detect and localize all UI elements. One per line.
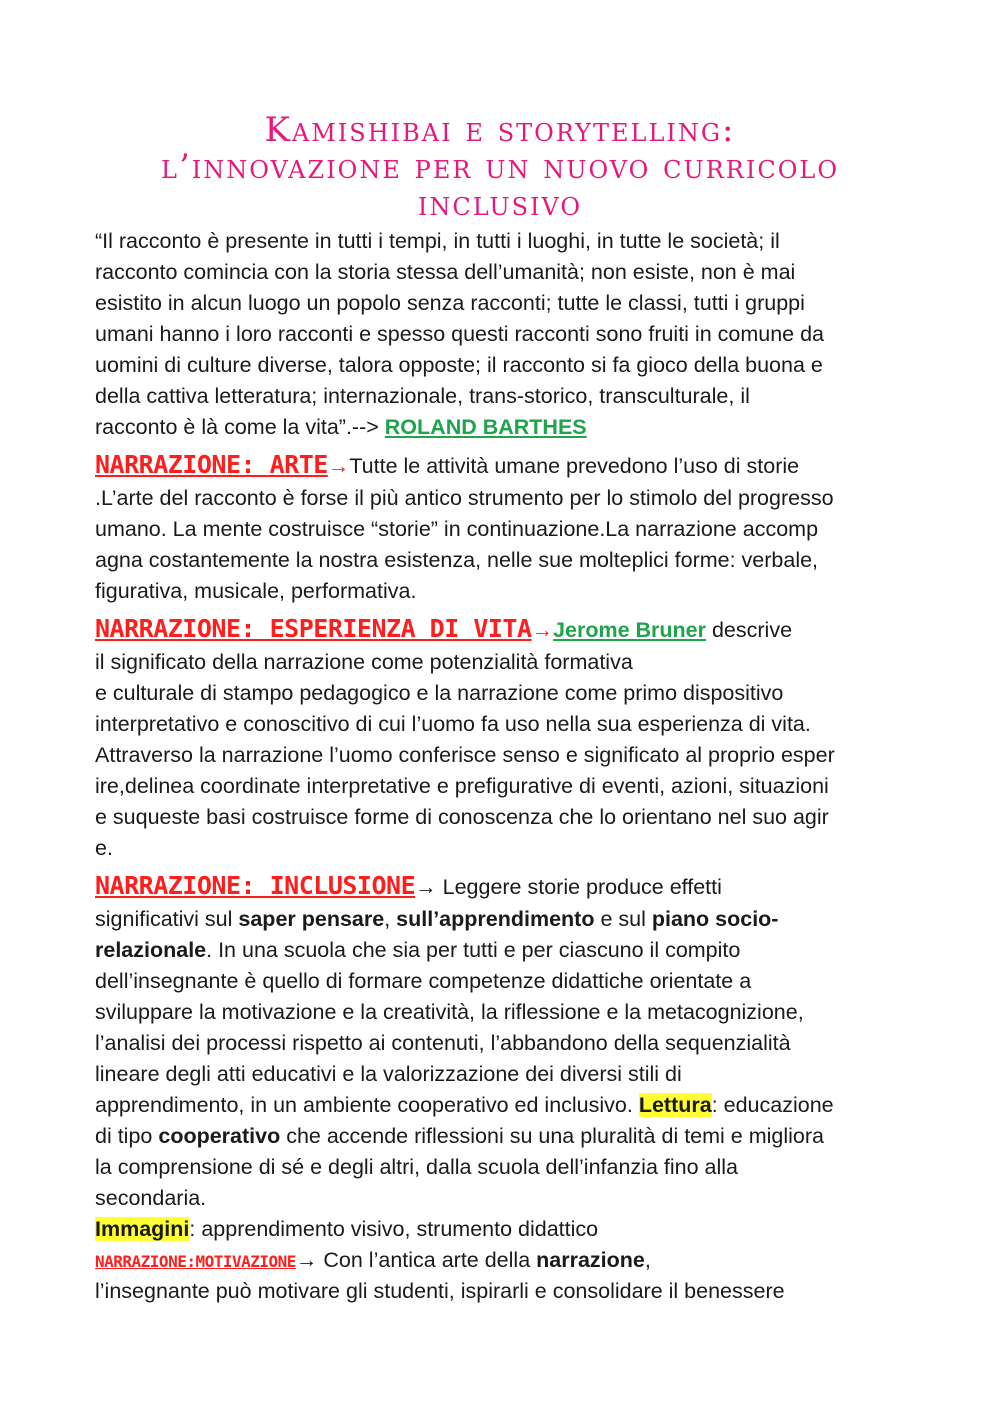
quote-line: esistito in alcun luogo un popolo senza racconti; tutte le classi, tutti i gruppi xyxy=(95,291,805,315)
paragraph-line: lineare degli atti educativi e la valorizzazione dei diversi stili di xyxy=(95,1062,682,1086)
arrow-icon: → xyxy=(327,454,350,478)
highlight-immagini: Immagini xyxy=(95,1217,190,1241)
paragraph-line: figurativa, musicale, performativa. xyxy=(95,579,417,603)
title-line-3: inclusivo xyxy=(417,184,583,224)
section-inclusione: NARRAZIONE: INCLUSIONE→ Leggere storie produce effetti significativi sul saper pensare, sull’apprendimento e sul piano socio- relazionale. In una scuola che sia per tutti e per ciascuno il compito dell’insegnante è quello di formare competenze didattiche orientate a sviluppare la motivazione e la creatività, la riflessione e la metacognizione, l’analisi dei processi rispetto ai contenuti, l’abbandono della sequenzialità lineare degli atti educativi e la valorizzazione dei diversi stili di apprendimento, in un ambiente cooperativo ed inclusivo. Lettura: educazione di tipo cooperativo che accende riflessioni su una pluralità di temi e migliora la comprensione di sé e degli altri, dalla scuola dell’infanzia fino alla secondaria. Immagini: apprendimento visivo, strumento didattico xyxy=(95,868,915,1245)
arrow-icon: → xyxy=(295,1248,318,1272)
paragraph-line: Immagini: apprendimento visivo, strumento didattico xyxy=(95,1217,599,1241)
heading-inclusione: NARRAZIONE: INCLUSIONE xyxy=(95,871,416,900)
paragraph-line: e culturale di stampo pedagogico e la narrazione come primo dispositivo xyxy=(95,681,784,705)
quote-line: racconto comincia con la storia stessa dell’umanità; non esiste, non è mai xyxy=(95,260,796,284)
paragraph-line: l’analisi dei processi rispetto ai contenuti, l’abbandono della sequenzialità xyxy=(95,1031,791,1055)
quote-line: della cattiva letteratura; internazionale, trans-storico, transculturale, il xyxy=(95,384,750,408)
quote-line: “Il racconto è presente in tutti i tempi, in tutti i luoghi, in tutte le società; il xyxy=(95,229,780,253)
quote-line: racconto è là come la vita”.--> ROLAND BARTHES xyxy=(95,415,587,439)
arrow-icon: → xyxy=(531,618,554,642)
paragraph-line: Attraverso la narrazione l’uomo conferisce senso e significato al proprio esper xyxy=(95,743,835,767)
barthes-quote xyxy=(95,226,915,443)
title-line-1: Kamishibai e storytelling: xyxy=(264,110,736,150)
arrow-icon: → xyxy=(415,875,437,899)
heading-motivazione: NARRAZIONE:MOTIVAZIONE xyxy=(95,1252,296,1271)
bruner-author: Jerome Bruner xyxy=(553,618,706,642)
paragraph-line: .L’arte del racconto è forse il più antico strumento per lo stimolo del progresso xyxy=(95,486,834,510)
document-title xyxy=(60,112,940,223)
paragraph-line: interpretativo e conoscitivo di cui l’uomo fa uso nella sua esperienza di vita. xyxy=(95,712,811,736)
quote-line: uomini di culture diverse, talora opposte; il racconto si fa gioco della buona e xyxy=(95,353,823,377)
heading-esperienza: NARRAZIONE: ESPERIENZA DI VITA xyxy=(95,614,532,643)
section-esperienza: NARRAZIONE: ESPERIENZA DI VITA→Jerome Bruner descrive il significato della narrazione come potenzialità formativa e culturale di stampo pedagogico e la narrazione come primo dispositivo interpretativo e conoscitivo di cui l’uomo fa uso nella sua esperienza di vita. Attraverso la narrazione l’uomo conferisce senso e significato al proprio esper ire,delinea coordinate interpretative e prefigurative di eventi, azioni, situazioni e suqueste basi costruisce forme di conoscenza che lo orientano nel suo agir e. xyxy=(95,611,915,864)
paragraph-line: significativi sul saper pensare, sull’apprendimento e sul piano socio- xyxy=(95,907,779,931)
quote-line: umani hanno i loro racconti e spesso questi racconti sono fruiti in comune da xyxy=(95,322,825,346)
paragraph-line: la comprensione di sé e degli altri, dalla scuola dell’infanzia fino alla xyxy=(95,1155,738,1179)
paragraph-line: il significato della narrazione come potenzialità formativa xyxy=(95,650,633,674)
document-body xyxy=(95,226,915,1307)
paragraph-line: secondaria. xyxy=(95,1186,207,1210)
paragraph-line: l’insegnante può motivare gli studenti, ispirarli e consolidare il benessere xyxy=(95,1279,785,1303)
section-arte: NARRAZIONE: ARTE→Tutte le attività umane prevedono l’uso di storie .L’arte del racconto è forse il più antico strumento per lo stimolo del progresso umano. La mente costruisce “storie” in continuazione.La narrazione accomp agna costantemente la nostra esistenza, nelle sue molteplici forme: verbale, figurativa, musicale, performativa. xyxy=(95,447,915,607)
paragraph-line: sviluppare la motivazione e la creatività, la riflessione e la metacognizione, xyxy=(95,1000,804,1024)
paragraph-line: dell’insegnante è quello di formare competenze didattiche orientate a xyxy=(95,969,752,993)
paragraph-line: di tipo cooperativo che accende riflessioni su una pluralità di temi e migliora xyxy=(95,1124,824,1148)
paragraph-line: agna costantemente la nostra esistenza, nelle sue molteplici forme: verbale, xyxy=(95,548,819,572)
paragraph-line: apprendimento, in un ambiente cooperativo ed inclusivo. Lettura: educazione xyxy=(95,1093,834,1117)
highlight-lettura: Lettura xyxy=(638,1093,712,1117)
paragraph-line: e. xyxy=(95,836,113,860)
quote-author: ROLAND BARTHES xyxy=(384,415,587,439)
title-line-2: l’innovazione per un nuovo curricolo xyxy=(161,147,839,187)
paragraph-line: ire,delinea coordinate interpretative e prefigurative di eventi, azioni, situazioni xyxy=(95,774,829,798)
heading-arte: NARRAZIONE: ARTE xyxy=(95,450,328,479)
paragraph-line: umano. La mente costruisce “storie” in continuazione.La narrazione accomp xyxy=(95,517,819,541)
paragraph-line: e suqueste basi costruisce forme di conoscenza che lo orientano nel suo agir xyxy=(95,805,829,829)
paragraph-line: relazionale. In una scuola che sia per tutti e per ciascuno il compito xyxy=(95,938,741,962)
section-motivazione: NARRAZIONE:MOTIVAZIONE→ Con l’antica arte della narrazione, l’insegnante può motivare gli studenti, ispirarli e consolidare il benessere xyxy=(95,1245,915,1307)
